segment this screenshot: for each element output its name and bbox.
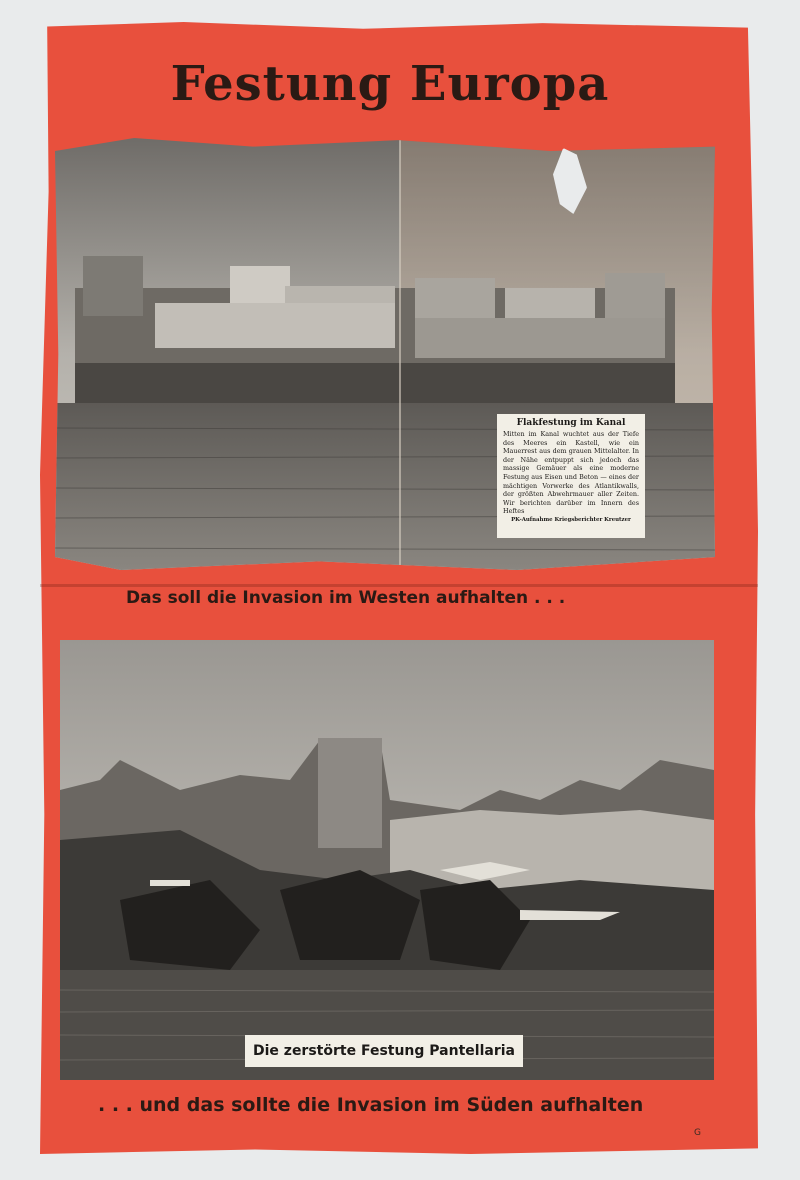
subtitle-south: . . . und das sollte die Invasion im Süden aufhalten xyxy=(98,1094,644,1116)
paper-fold-line xyxy=(40,584,758,587)
photo-caption-box xyxy=(497,414,645,538)
photo-label-pantellaria: Die zerstörte Festung Pantellaria xyxy=(245,1035,523,1067)
poster-title: Festung Europa xyxy=(170,56,610,112)
caption-credit: PK-Aufnahme Kriegsberichter Kreutzer xyxy=(511,516,631,523)
subtitle-west: Das soll die Invasion im Westen aufhalten . . . xyxy=(126,588,566,608)
corner-mark: G xyxy=(694,1128,701,1138)
caption-title: Flakfestung im Kanal xyxy=(516,418,626,428)
caption-body: Mitten im Kanal wuchtet aus der Tiefe des Meeres ein Kastell, wie ein Mauerrest aus dem grauen Mittelalter. In der Nähe entpuppt sich jedoch das massige Gemäuer als eine moderne Festung aus Eisen und Beton — eines der mächtigen Vorwerke des Atlantikwalls, der größten Abwehrmauer aller Zeiten. Wir berichten darüber im Innern des Heftes xyxy=(503,430,639,516)
photo-pantellaria-ruins xyxy=(60,640,714,1080)
